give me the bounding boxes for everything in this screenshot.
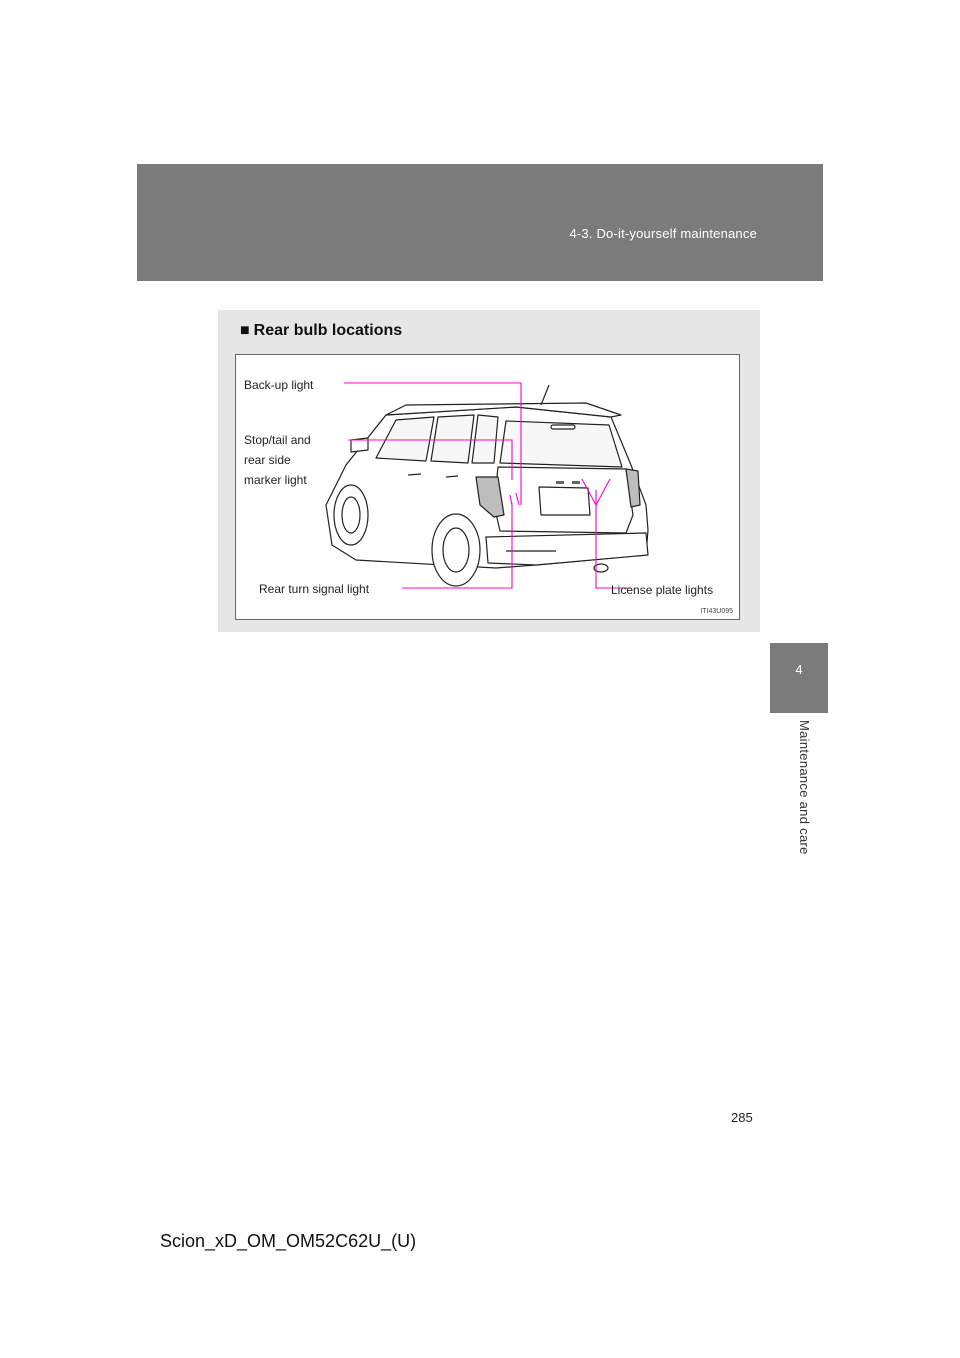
callout-stop-tail-line1: Stop/tail and	[244, 433, 311, 447]
section-title: 4-3. Do-it-yourself maintenance	[569, 226, 757, 241]
document-id: Scion_xD_OM_OM52C62U_(U)	[160, 1231, 417, 1251]
rear-bulb-panel	[218, 310, 760, 632]
callout-rear-turn-signal: Rear turn signal light	[259, 582, 370, 596]
chapter-label: Maintenance and care	[797, 720, 812, 855]
chapter-tab[interactable]	[770, 643, 828, 713]
callout-stop-tail-line3: marker light	[244, 473, 307, 487]
figure-code: ITI43U095	[700, 608, 733, 615]
callout-license-plate-lights: License plate lights	[611, 583, 714, 597]
panel-heading-text: Rear bulb locations	[253, 322, 403, 339]
chapter-number: 4	[795, 662, 803, 677]
heading-bullet-icon: ■	[240, 322, 250, 339]
panel-heading	[240, 322, 402, 340]
rear-bulb-diagram	[235, 354, 740, 620]
page-number: 285	[731, 1110, 753, 1125]
license-plate	[539, 487, 590, 515]
callout-backup-light: Back-up light	[244, 378, 314, 392]
header-band	[137, 164, 823, 281]
callout-stop-tail-line2: rear side	[244, 453, 291, 467]
